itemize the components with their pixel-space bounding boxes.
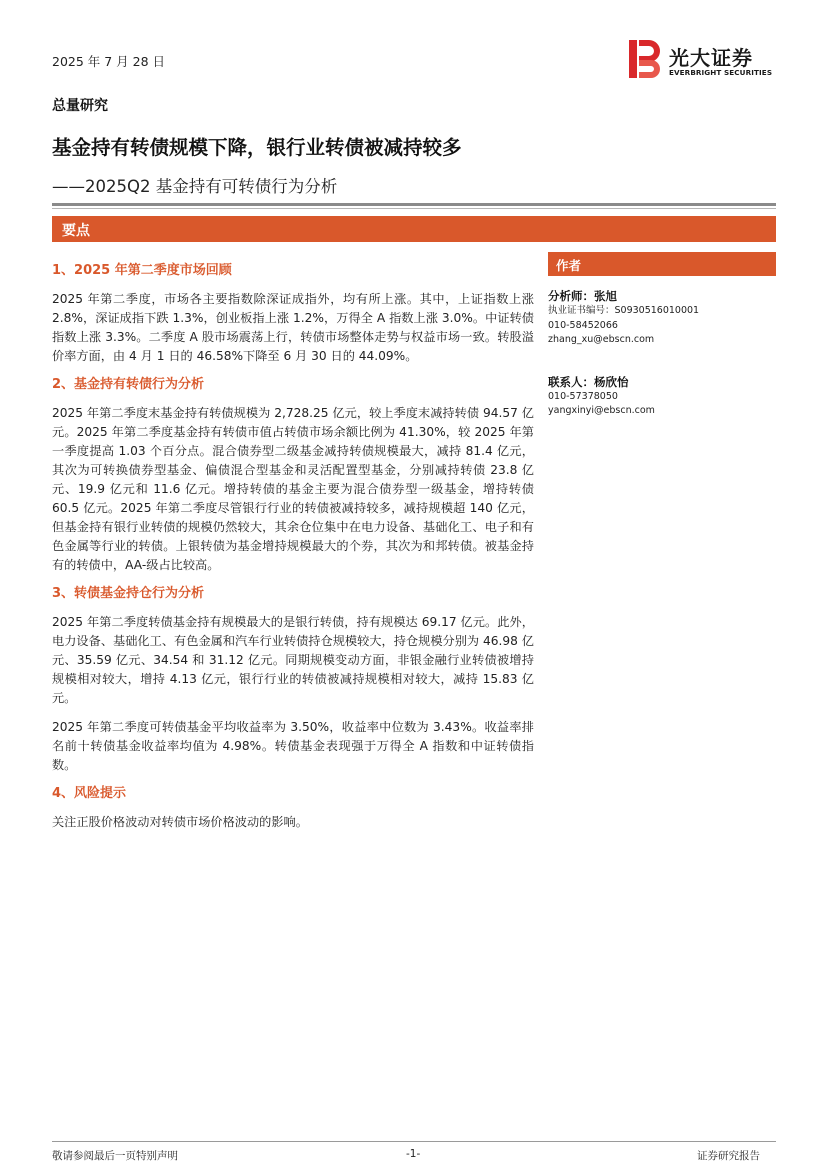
report-title: 基金持有转债规模下降，银行业转债被减持较多	[52, 136, 462, 159]
section-paragraph: 2025 年第二季度末基金持有转债规模为 2,728.25 亿元，较上季度末减持转债 94.57 亿元。2025 年第二季度基金持有转债市值占转债市场余额比例为 41.30%，较 2025 年第一季度提高 1.03 个百分点。混合债券型二级基金减持转债规模最大，减持 81.4 亿元，其次为可转换债券型基金、偏债混合型基金和灵活配置型基金，分别减持转债 23.8 亿元、19.9 亿元和 11.6 亿元。增持转债的基金主要为混合债券型一级基金，增持转债 60.5 亿元。2025 年第二季度尽管银行行业的转债被减持较多，减持规模超 140 亿元，但基金持有银行业转债的规模仍然较大，其余仓位集中在电力设备、基础化工、电子和有色金属等行业的转债。上银转债为基金增持规模最大的个券，其次为和邦转债。被基金持有的转债中，AA-级占比较高。	[52, 406, 534, 572]
author-sidebar	[548, 252, 776, 419]
everbright-logo-mark-icon	[627, 36, 663, 82]
contact-phone: 010-57378050	[548, 390, 618, 402]
footer-report-type: 证券研究报告	[697, 1150, 760, 1162]
contact-email[interactable]: yangxinyi@ebscn.com	[548, 405, 655, 416]
section-heading: 2、基金持有转债行为分析	[52, 377, 205, 392]
report-subtitle: ——2025Q2 基金持有可转债行为分析	[52, 177, 338, 196]
logo-text-en: EVERBRIGHT SECURITIES	[669, 68, 773, 77]
contact-name: 联系人：杨欣怡	[548, 374, 629, 389]
everbright-logo	[627, 36, 777, 82]
main-content	[52, 262, 534, 842]
section-paragraph: 2025 年第二季度转债基金持有规模最大的是银行转债，持有规模达 69.17 亿元。此外，电力设备、基础化工、有色金属和汽车行业转债持仓规模较大，持仓规模分别为 46.98 亿元、35.59 亿元、34.54 和 31.12 亿元。同期规模变动方面，非银金融行业转债被增持规模相对较大，增持 4.13 亿元，银行行业的转债被减持规模相对较大，减持 15.83 亿元。	[52, 615, 534, 705]
section-paragraph: 2025 年第二季度，市场各主要指数除深证成指外，均有所上涨。其中，上证指数上涨 2.8%，深证成指下跌 1.3%，创业板指上涨 1.2%，万得全 A 指数上涨 3.0%。中证转债指数上涨 3.3%。二季度 A 股市场震荡上行，转债市场整体走势与权益市场一致。转股溢价率方面，由 4 月 1 日的 46.58%下降至 6 月 30 日的 44.09%。	[52, 292, 534, 363]
analyst-cert: 执业证书编号：S0930516010001	[548, 305, 700, 316]
section-paragraph: 关注正股价格波动对转债市场价格波动的影响。	[52, 815, 308, 829]
key-points-bar	[52, 216, 776, 242]
analyst-email[interactable]: zhang_xu@ebscn.com	[548, 334, 655, 345]
page-number: -1-	[406, 1148, 421, 1160]
key-points-label: 要点	[62, 223, 90, 239]
author-label: 作者	[556, 258, 582, 273]
analyst-phone: 010-58452066	[548, 319, 618, 331]
author-header	[548, 252, 776, 276]
title-divider	[52, 203, 776, 206]
report-category: 总量研究	[52, 98, 108, 114]
footer-disclaimer: 敬请参阅最后一页特别声明	[52, 1150, 178, 1162]
section-heading: 4、风险提示	[52, 786, 127, 801]
section-heading: 1、2025 年第二季度市场回顾	[52, 263, 232, 278]
footer-divider	[52, 1141, 776, 1142]
analyst-name: 分析师：张旭	[548, 289, 617, 303]
section-paragraph: 2025 年第二季度可转债基金平均收益率为 3.50%，收益率中位数为 3.43%。收益率排名前十转债基金收益率均值为 4.98%。转债基金表现强于万得全 A 指数和中证转债指数。	[52, 720, 534, 772]
report-date: 2025 年 7 月 28 日	[52, 54, 166, 69]
title-divider-thin	[52, 208, 776, 209]
logo-text-cn: 光大证券	[669, 46, 753, 70]
section-heading: 3、转债基金持仓行为分析	[52, 586, 205, 601]
